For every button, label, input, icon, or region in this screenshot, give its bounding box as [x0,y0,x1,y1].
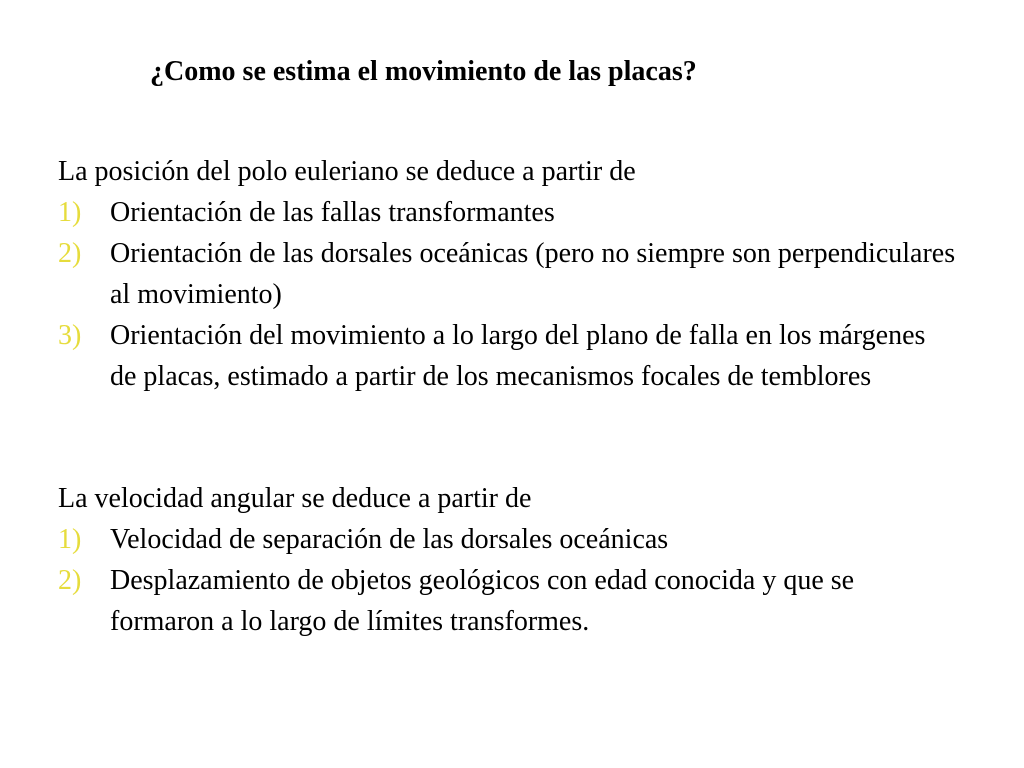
list-item [58,560,958,642]
list-item [58,315,958,397]
list-text: Desplazamiento de objetos geológicos con edad conocida y que se formaron a lo largo de límites transformes. [110,565,855,637]
pole-section [58,151,958,397]
list-item [58,192,958,233]
velocity-list [58,519,958,642]
list-item [58,519,958,560]
velocity-intro: La velocidad angular se deduce a partir de [58,483,532,514]
list-number: 1) [58,524,82,555]
pole-intro: La posición del polo euleriano se deduce a partir de [58,156,636,187]
list-text: Orientación del movimiento a lo largo del plano de falla en los márgenes de placas, estimado a partir de los mecanismos focales de temblores [110,320,926,392]
slide-title: ¿Como se estima el movimiento de las placas? [150,56,697,87]
list-number: 2) [58,565,82,596]
list-text: Velocidad de separación de las dorsales oceánicas [110,524,669,555]
list-text: Orientación de las fallas transformantes [110,197,555,228]
list-number: 1) [58,197,82,228]
list-number: 3) [58,320,82,351]
pole-list [58,192,958,397]
list-number: 2) [58,238,82,269]
list-item [58,233,958,315]
list-text: Orientación de las dorsales oceánicas (pero no siempre son perpendiculares al movimiento) [110,238,956,310]
velocity-section [58,478,958,642]
